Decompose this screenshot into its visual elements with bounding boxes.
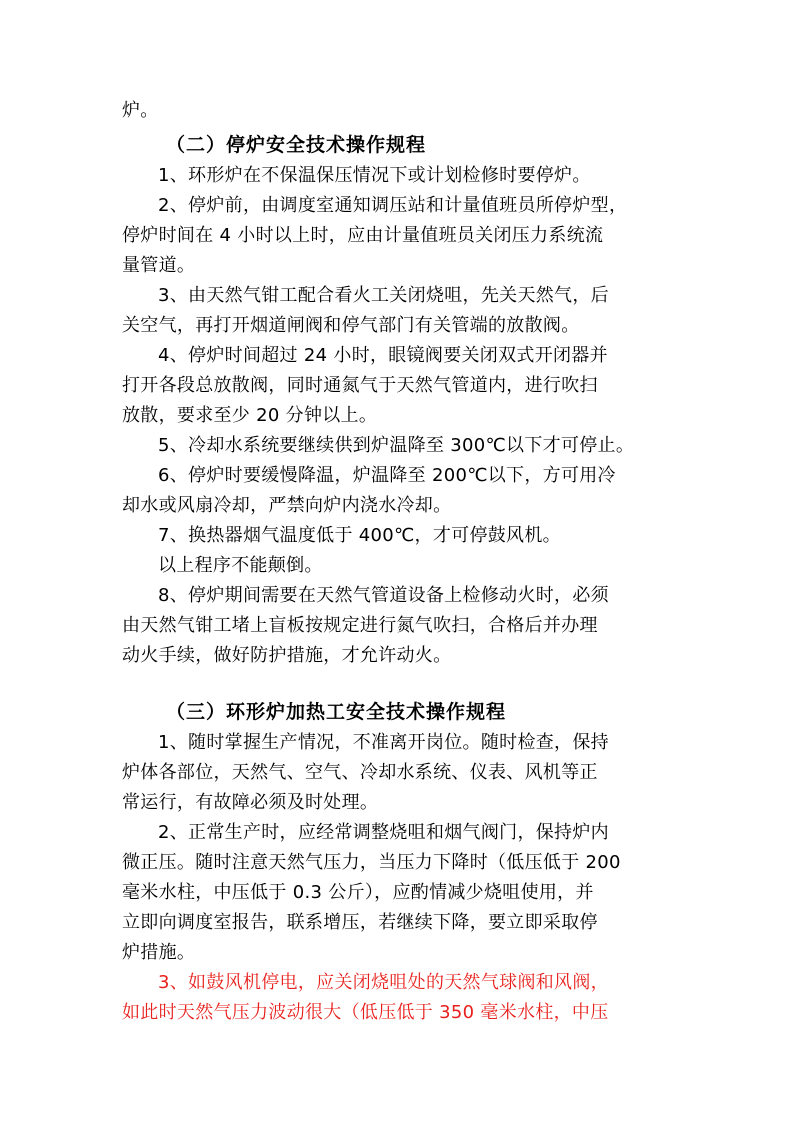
text-line: 却水或风扇冷却，严禁向炉内浇水冷却。 [122, 495, 452, 516]
text-line: 6、停炉时要缓慢降温，炉温降至 200℃以下，方可用冷 [158, 465, 616, 486]
text-line: 停炉时间在 4 小时以上时，应由计量值班员关闭压力系统流 [122, 225, 604, 246]
text-line: 微正压。随时注意天然气压力，当压力下降时（低压低于 200 [122, 852, 621, 873]
text-line: 炉措施。 [122, 942, 196, 963]
section-heading: （二）停炉安全技术操作规程 [166, 134, 427, 156]
text-line: 8、停炉期间需要在天然气管道设备上检修动火时，必须 [158, 585, 609, 606]
text-line: 常运行，有故障必须及时处理。 [122, 792, 379, 813]
text-line: 炉。 [122, 100, 159, 121]
text-line: 关空气，再打开烟道闸阀和停气部门有关管端的放散阀。 [122, 315, 580, 336]
highlighted-text-line: 如此时天然气压力波动很大（低压低于 350 毫米水柱，中压 [122, 1002, 609, 1023]
text-line: 1、随时掌握生产情况，不准离开岗位。随时检查，保持 [158, 732, 609, 753]
text-line: 7、换热器烟气温度低于 400℃，才可停鼓风机。 [158, 525, 561, 546]
text-line: 量管道。 [122, 255, 196, 276]
text-line: 由天然气钳工堵上盲板按规定进行氮气吹扫，合格后并办理 [122, 615, 598, 636]
text-line: 2、停炉前，由调度室通知调压站和计量值班员所停炉型， [158, 195, 628, 216]
section-heading: （三）环形炉加热工安全技术操作规程 [166, 701, 507, 723]
text-line: 2、正常生产时，应经常调整烧咀和烟气阀门，保持炉内 [158, 822, 609, 843]
text-line: 打开各段总放散阀，同时通氮气于天然气管道内，进行吹扫 [122, 375, 598, 396]
text-line: 以上程序不能颠倒。 [158, 555, 323, 576]
text-line: 毫米水柱，中压低于 0.3 公斤），应酌情减少烧咀使用，并 [122, 882, 594, 903]
text-line: 1、环形炉在不保温保压情况下或计划检修时要停炉。 [158, 165, 591, 186]
text-line: 立即向调度室报告，联系增压，若继续下降，要立即采取停 [122, 912, 598, 933]
text-line: 4、停炉时间超过 24 小时，眼镜阀要关闭双式开闭器并 [158, 345, 608, 366]
text-line: 炉体各部位，天然气、空气、冷却水系统、仪表、风机等正 [122, 762, 598, 783]
text-line: 动火手续，做好防护措施，才允许动火。 [122, 645, 452, 666]
text-line: 3、由天然气钳工配合看火工关闭烧咀，先关天然气，后 [158, 285, 609, 306]
highlighted-text-line: 3、如鼓风机停电，应关闭烧咀处的天然气球阀和风阀， [158, 972, 609, 993]
text-line: 放散，要求至少 20 分钟以上。 [122, 405, 378, 426]
text-line: 5、冷却水系统要继续供到炉温降至 300℃以下才可停止。 [158, 435, 635, 456]
